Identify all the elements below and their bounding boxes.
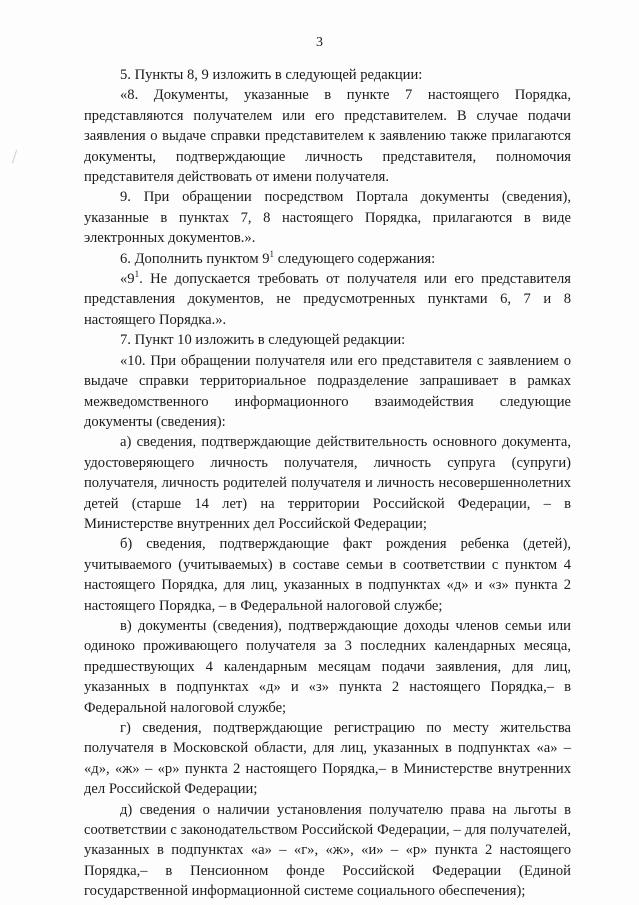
scan-artifact [12, 150, 20, 165]
paragraph-text: «9 [120, 271, 135, 288]
paragraph: г) сведения, подтверждающие регистрацию по месту жительства получателя в Московской области, для лиц, указанных в подпунктах «а» – «д», «ж» – «р» пункта 2 настоящего Порядка,– в Министерстве внутренних дел Российской Федерации; [84, 720, 571, 798]
superscript: 1 [134, 269, 140, 280]
paragraph: 7. Пункт 10 изложить в следующей редакции: [120, 332, 406, 349]
paragraph: «8. Документы, указанные в пункте 7 настоящего Порядка, представляются получателем или его представителем. В случае подачи заявления о выдаче справки представителем к заявлению также прилагаются документы, подтверждающие личность представителя, полномочия представителя действовать от имени получателя. [84, 87, 571, 186]
page-number: 3 [316, 35, 323, 50]
superscript: 1 [269, 248, 275, 259]
paragraph: д) сведения о наличии установления получателю права на льготы в соответствии с законодательством Российской Федерации, – для получателей, указанных в подпунктах «а» – «г», «ж», «и» – «р» пункта 2 настоящего Порядка,– в Пенсионном фонде Российской Федерации (Единой государственной информационной системе социального обеспечения); [84, 801, 571, 900]
document-body [84, 65, 571, 902]
paragraph-text: 6. Дополнить пунктом 9 [120, 250, 270, 267]
paragraph: 9. При обращении посредством Портала документы (сведения), указанные в пунктах 7, 8 настоящего Порядка, прилагаются в виде электронных документов.». [84, 189, 571, 247]
paragraph: б) сведения, подтверждающие факт рождения ребенка (детей), учитываемого (учитываемых) в составе семьи в соответствии с пунктом 4 настоящего Порядка, для лиц, указанных в подпунктах «д» и «з» пункта 2 настоящего Порядка, – в Федеральной налоговой службе; [84, 536, 571, 614]
paragraph-text: . Не допускается требовать от получателя или его представителя представления документов, не предусмотренных пунктами 6, 7 и 8 настоящего Порядка.». [84, 271, 571, 328]
paragraph: «10. При обращении получателя или его представителя с заявлением о выдаче справки территориальное подразделение запрашивает в рамках межведомственного информационного взаимодействия следующие документы (сведения): [84, 352, 571, 430]
paragraph-text: следующего содержания: [274, 250, 436, 267]
paragraph: 5. Пункты 8, 9 изложить в следующей редакции: [120, 67, 423, 83]
paragraph: а) сведения, подтверждающие действительность основного документа, удостоверяющего личность получателя, личность супруга (супруги) получателя, личность родителей получателя и личность несовершеннолетних детей (старше 14 лет) на территории Российской Федерации, – в Министерстве внутренних дел Российской Федерации; [84, 434, 571, 532]
paragraph: в) документы (сведения), подтверждающие доходы членов семьи или одиноко проживающего получателя за 3 последних календарных месяца, предшествующих 4 календарным месяцам подачи заявления, для лиц, указанных в подпунктах «д» и «з» пункта 2 настоящего Порядка,– в Федеральной налоговой службе; [84, 617, 571, 716]
paragraph [84, 269, 571, 330]
paragraph [84, 249, 571, 269]
